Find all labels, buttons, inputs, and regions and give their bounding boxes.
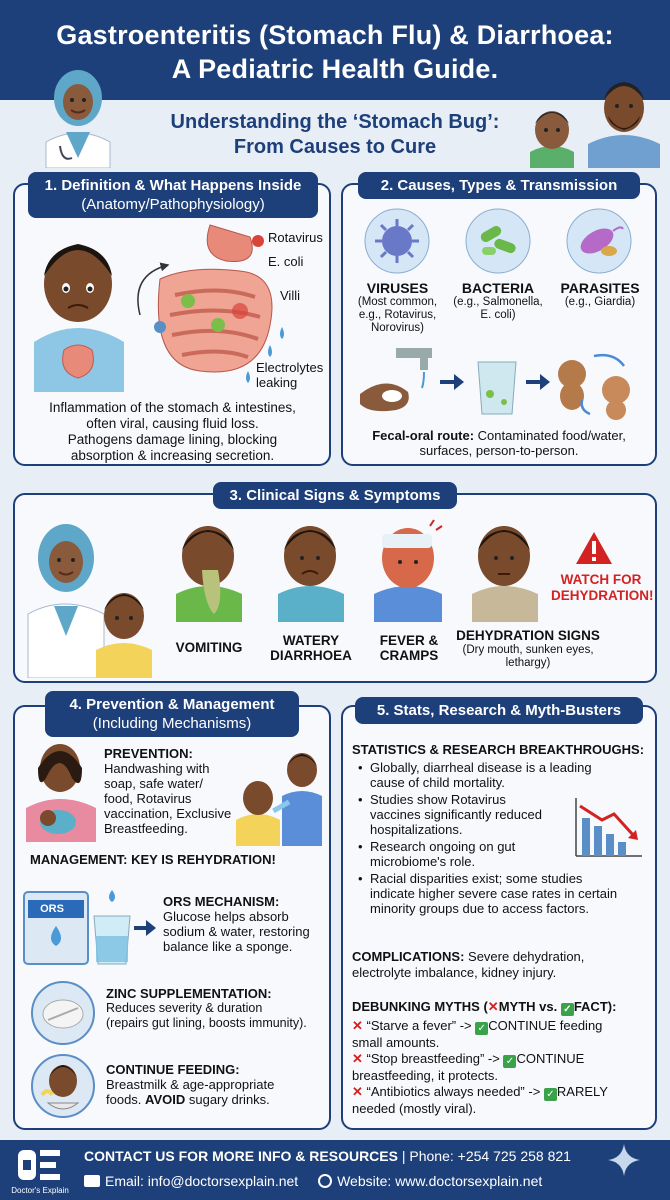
desc-line-3: Pathogens damage lining, blocking: [67, 432, 278, 447]
subtitle-line-2: From Causes to Cure: [233, 136, 437, 158]
email-link[interactable]: Email: info@doctorsexplain.net: [105, 1173, 299, 1189]
footer: [0, 1140, 670, 1200]
complications-line-1: Severe dehydration,: [464, 949, 585, 964]
stat-4-line-3: minority groups due to access factors.: [370, 901, 589, 916]
section-3-title: 3. Clinical Signs & Symptoms: [213, 482, 457, 509]
stat-2-line-2: vaccines significantly reduced: [370, 807, 542, 822]
prevention-title: PREVENTION:: [104, 746, 193, 761]
zinc-title: ZINC SUPPLEMENTATION:: [106, 986, 272, 1001]
desc-line-4: absorption & increasing secretion.: [70, 448, 275, 463]
prevention-line-3: food, Rotavirus: [104, 791, 192, 806]
dehydration-detail-2: lethargy): [505, 657, 551, 669]
check-mark-icon: ✓: [544, 1088, 557, 1101]
contact-heading: CONTACT US FOR MORE INFO & RESOURCES: [84, 1148, 398, 1164]
myth-3: [352, 1084, 652, 1101]
breastfeeding-mother-icon: [24, 738, 98, 842]
warning-icon: [574, 530, 614, 566]
section-2-title: 2. Causes, Types & Transmission: [358, 172, 640, 199]
dehydration-label: DEHYDRATION SIGNS: [456, 628, 600, 643]
section-4-subtitle: (Including Mechanisms): [92, 715, 252, 732]
myth-2-continued: breastfeeding, it protects.: [352, 1068, 498, 1083]
check-mark-icon: ✓: [503, 1055, 516, 1068]
fever-child-icon: [372, 518, 446, 622]
fever-line-1: FEVER &: [379, 633, 439, 648]
x-mark-icon: ✕: [352, 1018, 363, 1033]
viruses-label: VIRUSES: [366, 280, 429, 296]
section-1-title-text: 1. Definition & What Happens Inside: [44, 177, 302, 194]
type-bacteria: [448, 280, 548, 322]
ors-title: ORS MECHANISM:: [163, 894, 280, 909]
myths-title-fact: FACT):: [573, 999, 617, 1014]
stats-title: STATISTICS & RESEARCH BREAKTHROUGHS:: [352, 742, 645, 757]
symptom-diarrhoea: [258, 633, 364, 663]
bacteria-detail-1: (e.g., Salmonella,: [453, 296, 543, 308]
parasite-icon: [565, 207, 633, 275]
bacteria-label: BACTERIA: [461, 280, 535, 296]
zinc-line-1: Reduces severity & duration: [106, 1001, 263, 1015]
virus-icon: [363, 207, 431, 275]
prevention-line-5: Breastfeeding.: [104, 821, 188, 836]
ors-pack-label: ORS: [40, 903, 64, 915]
stat-4-line-1: • Racial disparities exist; some studies: [370, 871, 583, 886]
section-5-title: 5. Stats, Research & Myth-Busters: [355, 697, 643, 724]
warning-line-2: DEHYDRATION!: [551, 588, 654, 603]
zinc-line-2: (repairs gut lining, boosts immunity).: [106, 1016, 307, 1030]
myth-3-text: “Antibiotics always needed” ->: [362, 1084, 544, 1099]
management-title: MANAGEMENT: KEY IS REHYDRATION!: [30, 852, 276, 867]
route-bold: Fecal-oral route:: [372, 428, 475, 443]
bacteria-detail-2: E. coli): [480, 309, 516, 321]
warning-line-1: WATCH FOR: [560, 572, 642, 587]
prevention-line-2: soap, safe water/: [104, 776, 203, 791]
type-parasites: [551, 280, 649, 309]
contact-line: [84, 1148, 571, 1164]
symptom-vomiting: VOMITING: [175, 640, 243, 655]
ors-diagram: [22, 886, 162, 968]
dehydration-warning: [551, 572, 654, 604]
myth-3-continued: needed (mostly viral).: [352, 1101, 477, 1116]
symptom-dehydration: [450, 628, 606, 670]
zinc-tablet-icon: [30, 980, 96, 1046]
stat-item-1: [356, 760, 652, 790]
transmission-text: [348, 428, 650, 458]
x-mark-icon: ✕: [352, 1051, 363, 1066]
section-1-subtitle: (Anatomy/Pathophysiology): [81, 196, 265, 213]
subtitle-line-1: Understanding the ‘Stomach Bug’:: [170, 111, 500, 133]
myths-list: [352, 1018, 652, 1117]
electrolytes-label: Electrolytes: [256, 360, 324, 375]
stat-item-4: [356, 871, 652, 916]
section-4-title-text: 4. Prevention & Management: [69, 696, 275, 713]
myth-3-fact: RARELY: [556, 1084, 608, 1099]
check-mark-icon: ✓: [475, 1022, 488, 1035]
x-mark-icon: ✕: [487, 999, 499, 1014]
doctors-explain-logo: [14, 1146, 66, 1186]
website-link[interactable]: Website: www.doctorsexplain.net: [337, 1173, 543, 1189]
globe-icon: [318, 1174, 332, 1188]
vomiting-child-icon: [174, 518, 244, 622]
sparkle-icon: [606, 1142, 642, 1178]
myth-1-text: “Starve a fever” ->: [362, 1018, 476, 1033]
fever-line-2: CRAMPS: [379, 648, 439, 663]
myth-2-text: “Stop breastfeeding” ->: [362, 1051, 504, 1066]
doctor-examining-child-illustration: [24, 506, 164, 678]
viruses-detail-2: e.g., Rotavirus,: [358, 309, 437, 321]
route-text-2: surfaces, person-to-person.: [419, 443, 579, 458]
stat-4-line-2: indicate higher severe case rates in certain: [370, 886, 618, 901]
route-text: Contaminated food/water,: [474, 428, 626, 443]
feeding-child-icon: [30, 1053, 96, 1119]
logo-text: Doctor's Explain: [11, 1186, 69, 1195]
stat-3-line-2: microbiome's role.: [370, 854, 476, 869]
diarrhoea-line-1: WATERY: [282, 633, 340, 648]
dehydration-child-icon: [470, 518, 540, 622]
section-4-title: [45, 691, 299, 737]
feeding-line-2-post: sugary drinks.: [185, 1092, 270, 1107]
myth-1-fact: CONTINUE feeding: [488, 1018, 603, 1033]
dehydration-detail-1: (Dry mouth, sunken eyes,: [462, 644, 594, 656]
zinc-block: [106, 986, 328, 1031]
viruses-detail-3: Norovirus): [370, 322, 425, 334]
email-icon: [84, 1175, 100, 1187]
vaccination-children-icon: [232, 746, 324, 846]
feeding-line-2-pre: foods.: [106, 1092, 146, 1107]
parasites-detail-1: (e.g., Giardia): [564, 296, 636, 308]
complications-title: COMPLICATIONS:: [352, 949, 465, 964]
symptom-fever: [364, 633, 454, 663]
check-mark-icon: ✓: [561, 1003, 574, 1016]
title-line-1: Gastroenteritis (Stomach Flu) & Diarrhoea:: [56, 20, 614, 50]
myths-title: [352, 999, 652, 1016]
subtitle: [120, 110, 550, 160]
feeding-line-1: Breastmilk & age-appropriate: [106, 1077, 275, 1092]
rotavirus-label: Rotavirus: [268, 230, 323, 245]
title-line-2: A Pediatric Health Guide.: [171, 54, 499, 84]
myth-1-continued: small amounts.: [352, 1035, 440, 1050]
complications-line-2: electrolyte imbalance, kidney injury.: [352, 965, 557, 980]
feeding-title: CONTINUE FEEDING:: [106, 1062, 240, 1077]
contact-links: [84, 1173, 542, 1189]
sick-child-illustration: [26, 222, 131, 392]
prevention-line-1: Handwashing with: [104, 761, 210, 776]
feeding-avoid: AVOID: [145, 1092, 186, 1107]
feeding-block: [106, 1062, 328, 1107]
stat-1-line-2: cause of child mortality.: [370, 775, 505, 790]
leaking-label: leaking: [256, 375, 298, 390]
stat-2-line-3: hospitalizations.: [370, 822, 463, 837]
parasites-label: PARASITES: [560, 280, 640, 296]
section-1-description: [20, 400, 325, 464]
x-mark-icon: ✕: [352, 1084, 363, 1099]
ors-line-1: Glucose helps absorb: [163, 909, 289, 924]
myth-2-fact: CONTINUE: [516, 1051, 585, 1066]
ors-line-2: sodium & water, restoring: [163, 924, 310, 939]
ecoli-label: E. coli: [268, 254, 304, 269]
prevention-line-4: vaccination, Exclusive: [104, 806, 232, 821]
bacteria-icon: [464, 207, 532, 275]
ors-block: [163, 894, 328, 954]
ors-line-3: balance like a sponge.: [163, 939, 293, 954]
myths-title-myth: MYTH vs.: [498, 999, 561, 1014]
doctor-woman-illustration: [38, 62, 118, 168]
myth-2: [352, 1051, 652, 1068]
prevention-block: [104, 746, 244, 836]
stat-2-line-1: • Studies show Rotavirus: [370, 792, 506, 807]
myths-title-pre: DEBUNKING MYTHS (: [352, 999, 488, 1014]
desc-line-2: often viral, causing fluid loss.: [86, 416, 259, 431]
villi-label: Villi: [280, 288, 300, 303]
section-1-title: [28, 172, 318, 218]
transmission-diagram: [356, 344, 646, 420]
diarrhoea-child-icon: [276, 518, 346, 622]
myth-1: [352, 1018, 652, 1035]
stat-3-line-1: • Research ongoing on gut: [370, 839, 516, 854]
diarrhoea-line-2: DIARRHOEA: [270, 648, 352, 663]
desc-line-1: Inflammation of the stomach & intestines,: [49, 400, 296, 415]
declining-chart-icon: [572, 796, 644, 858]
complications-block: [352, 949, 650, 981]
stat-1-line-1: • Globally, diarrheal disease is a leading: [370, 760, 592, 775]
viruses-detail-1: (Most common,: [357, 296, 438, 308]
phone-number[interactable]: | Phone: +254 725 258 821: [397, 1148, 571, 1164]
type-viruses: [350, 280, 445, 335]
